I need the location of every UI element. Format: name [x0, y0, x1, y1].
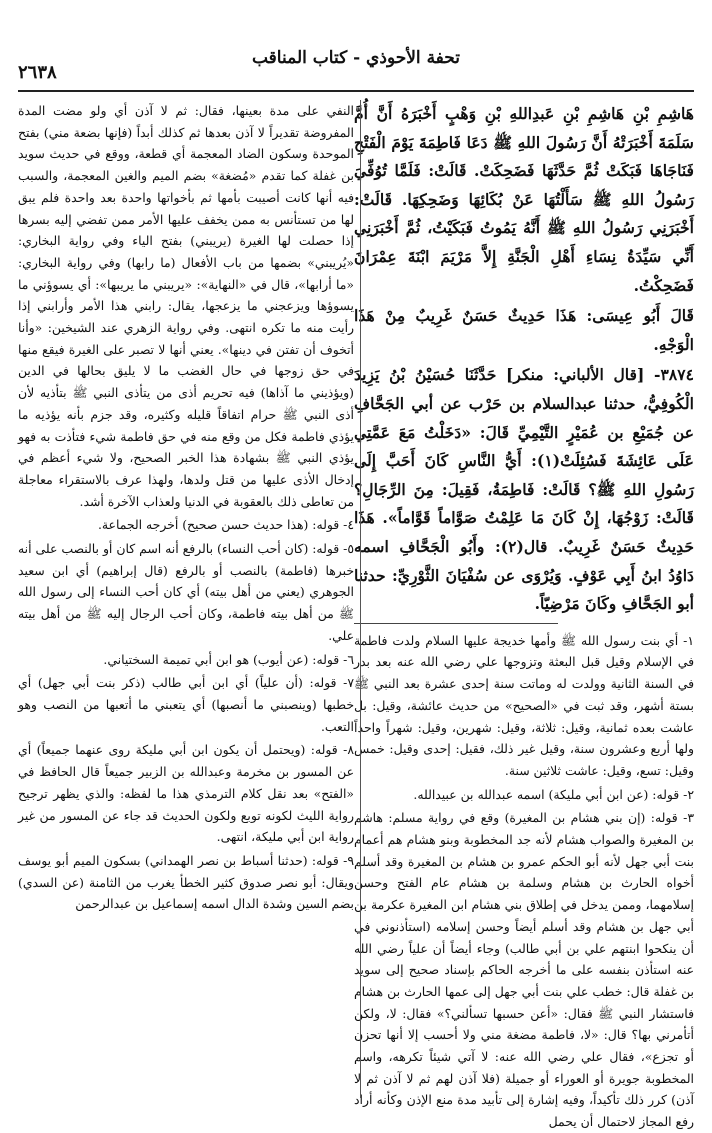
commentary-note-2: ٢- قوله: (عن ابن أبي مليكة) اسمه عبدالله بن عبيدالله. — [413, 786, 694, 802]
commentary-note-9: ٩- قوله: (حدثنا أسباط بن نصر الهمداني) بسكون الميم أبو يوسف ويقال: أبو نصر صدوق كثير الخطأ يغرب من الثامنة (عن السدي) بضم السين وشدة الدال اسمه إسماعيل بن عبدالرحمن — [18, 852, 354, 912]
hadith-text: هَاشِمِ بْنِ هَاشِمِ بْنِ عَبدِاللهِ بْنِ وَهْبٍ أَخْبَرَهُ أَنَّ أُمَّ سَلَمَةَ أَخْبَرَتْهُ أَنَّ رَسُولَ اللهِ ﷺ دَعَا فَاطِمَةَ يَوْمَ الْفَتْحِ فَنَاجَاهَا فَبَكَتْ ثُمَّ حَدَّثَهَا فَضَحِكَتْ. قَالَتْ: فَلَمَّا تُوُفِّيَ رَسُولُ اللهِ ﷺ سَأَلْتُهَا عَنْ بُكَائِهَا وَضَحِكِهَا. قَالَتْ: أَخْبَرَنِي رَسُولُ اللهِ ﷺ أَنَّهُ يَمُوتُ فَبَكَيْتُ، ثُمَّ أَخْبَرَنِي أَنِّي سَيِّدَةُ نِسَاءِ أَهْلِ الْجَنَّةِ إِلاَّ مَرْيَمَ ابْنَةَ عِمْرَانَ فَضَحِكْتُ. — [354, 104, 694, 295]
column-divider — [360, 100, 361, 1098]
commentary-note-8: ٨- قوله: (ويحتمل أن يكون ابن أبي مليكة روى عنهما جميعاً) أي عن المسور بن مخرمة وعبدالله بن الزبير جميعاً قال الحافظ في «الفتح» بعد نقل كلام الترمذي هذا ما لفظه: والذي يظهر ترجيح رواية الليث لكونه توبع ولكون الحديث قد جاء عن المسور من غير رواية ابن أبي مليكة، انتهى. — [18, 742, 354, 845]
left-column — [18, 100, 354, 1098]
commentary-note-4: ٤- قوله: (هذا حديث حسن صحيح) أخرجه الجماعة. — [97, 517, 354, 533]
page-number: ٢٦٣٨ — [18, 62, 57, 83]
page-header — [18, 46, 694, 86]
commentary-note-1: ١- أي بنت رسول الله ﷺ وأمها خديجة عليها السلام ولدت فاطمة في الإسلام وقيل قبل البعثة وتزوجها علي رضي الله عنه بعد بدر في السنة الثانية وولدت له وماتت سنة إحدى عشرة بعد النبي ﷺ بستة أشهر، وقد ثبت في «الصحيح» من حديث عائشة، وقيل: بل عاشت بعده ثمانية، وقيل: ثلاثة، وقيل: شهرين، وقيل: شهراً واحداً ولها أربع وعشرون سنة، وقيل غير ذلك، فقيل: إحدى وقيل: خمس وقيل: تسع، وقيل: عاشت ثلاثين سنة. — [354, 632, 694, 778]
hadith-3874: ٣٨٧٤- [قال الألباني: منكر] حَدَّثَنَا حُسَيْنُ بْنُ يَزِيدَ الْكُوفِيُّ، حدثنا عبدالسلام بن حَرْب عن أبي الجَحَّافِ عن جُمَيْعِ بن عُمَيْرٍ التَّيْمِيِّ قَالَ: «دَخَلْتُ مَعَ عَمَّتِي عَلَى عَائِشَةَ فَسُئِلَتْ(١): أَيُّ النَّاسِ كَانَ أَحَبَّ إِلَى رَسُولِ اللهِ ﷺ؟ قَالَتْ: فَاطِمَةُ، فَقِيلَ: مِنَ الرِّجَالِ؟ قَالَتْ: زَوْجُهَا، إِنْ كَانَ مَا عَلِمْتُ صَوَّاماً قَوَّاماً». هَذَا حَدِيثٌ حَسَنٌ غَرِيبٌ. قال(٢): وأَبُو الْجَحَّافِ اسمه دَاوُدُ ابنُ أَبِي عَوْفٍ. وَيُرْوَى عن سُفْيَانَ الثَّوْرِيِّ: حدثنا أبو الجَحَّافِ وكَانَ مَرْضِيّاً. — [354, 365, 694, 614]
grading-text: قَالَ أَبُو عِيسَى: هَذَا حَدِيثٌ حَسَنٌ غَرِيبٌ مِنْ هَذَا الْوَجْهِ. — [354, 306, 694, 354]
commentary-note-5: ٥- قوله: (كان أحب النساء) بالرفع أنه اسم كان أو بالنصب على أنه خبرها (فاطمة) بالنصب أو بالرفع (قال إبراهيم) أي ابن سعيد الجوهري (يعني من أهل بيته) أي كان أحب النساء إلى رسول الله ﷺ من أهل بيته فاطمة، وكان أحب الرجال إليه ﷺ من أهل بيته علي. — [18, 541, 354, 643]
commentary-note-7: ٧- قوله: (أن علياً) أي ابن أبي طالب (ذكر بنت أبي جهل) أي خطبها (وينصبني ما أنصبها) أي يتعبني ما أتعبها من النصب وهو التعب. — [18, 675, 354, 734]
right-column — [354, 100, 694, 1130]
commentary-note-3: ٣- قوله: (إن بني هشام بن المغيرة) وقع في رواية مسلم: هاشم بن المغيرة والصواب هشام لأنه جد المخطوبة وبنو هشام هم أعمام بنت أبي جهل لأنه أبو الحكم عمرو بن هشام بن المغيرة وقد أسلم أخواه الحارث بن هشام وسلمة بن هشام عام الفتح وحسن إسلامهما، وممن يدخل في إطلاق بني هشام ابن المغيرة عكرمة بن أبي جهل بن هشام وقد أسلم أيضاً وحسن إسلامه (استأذنوني في أن ينكحوا ابنتهم علي بن أبي طالب) وجاء أيضاً أن علياً رضي الله عنه استأذن بنفسه على ما أخرجه الحاكم بإسناد صحيح إلى سويد بن غفلة قال: خطب علي بنت أبي جهل إلى عمها الحارث بن هشام فاستشار النبي ﷺ فقال: «أعن حسبها تسألني؟» فقال: لا، ولكن أتأمرني بها؟ قال: «لا، فاطمة مضغة مني ولا أحسب إلا أنها تحزن أو تجزع»، فقال علي رضي الله عنه: لا آتي شيئاً تكرهه، واسم المخطوبة جويرة أو العوراء أو جميلة (فلا آذن لهم ثم لا آذن ثم لا آذن) كرر ذلك تأكيداً، وفيه إشارة إلى تأبيد مدة منع الإذن وكأنه أراد رفع المجاز لاحتمال أن يحمل — [354, 810, 694, 1130]
header-rule — [18, 90, 694, 92]
commentary-note-6: ٦- قوله: (عن أيوب) هو ابن أبي تميمة السختياني. — [103, 651, 354, 667]
commentary-continued: النفي على مدة بعينها، فقال: ثم لا آذن أي ولو مضت المدة المفروضة تقديراً لا آذن بعدها ثم كذلك أبداً (فإنها بضعة مني) بفتح الموحدة وسكون الضاد المعجمة أي قطعة، ووقع في حديث سويد بن غفلة كما تقدم «مُضغة» بضم الميم والغين المعجمة، والسبب فيه أنها كانت أصيبت بأمها ثم بأخواتها واحدة بعد واحدة فلم يبق لها من تستأنس به ممن يخفف عليها الأمر ممن تفضي إليه بسرها إذا حصلت لها الغيرة (يريبني) بفتح الياء وفي رواية البخاري: «يُريبني» بضمها من باب الأفعال (ما رابها) وفي رواية البخاري: «ما أرابها»، قال في «النهاية»: «يريبني ما يريبها»: أي يسوؤني ما يسوؤها ويزعجني ما يزعجها، يقال: رابني هذا الأمر وأرابني إذا رأيت منه ما تكره انتهى. وفي رواية الزهري عند الشيخين: «وأنا أتخوف أن تفتن في دينها». يعني أنها لا تصبر على الغيرة فيقع منها في حق زوجها في حال الغضب ما لا يليق بحالها في الدين (ويؤذيني ما آذاها) فيه تحريم أذى من يتأذى النبي ﷺ بتأذيه لأن أذى النبي ﷺ حرام اتفاقاً قليله وكثيره، وقد جزم بأنه يؤذيه ما يؤذي فاطمة فكل من وقع منه في حق فاطمة شيء فتأذت به فهو يؤذي النبي ﷺ بشهادة هذا الخبر الصحيح، ولا شيء أعظم في إدخال الأذى عليها من قتل ولدها، ولهذا عرف بالاستقراء معاجلة من تعاطى ذلك بالعقوبة في الدنيا ولعذاب الآخرة أشد. — [18, 103, 354, 509]
footnote-separator — [354, 623, 558, 624]
running-title: تحفة الأحوذي - كتاب المناقب — [251, 48, 460, 68]
